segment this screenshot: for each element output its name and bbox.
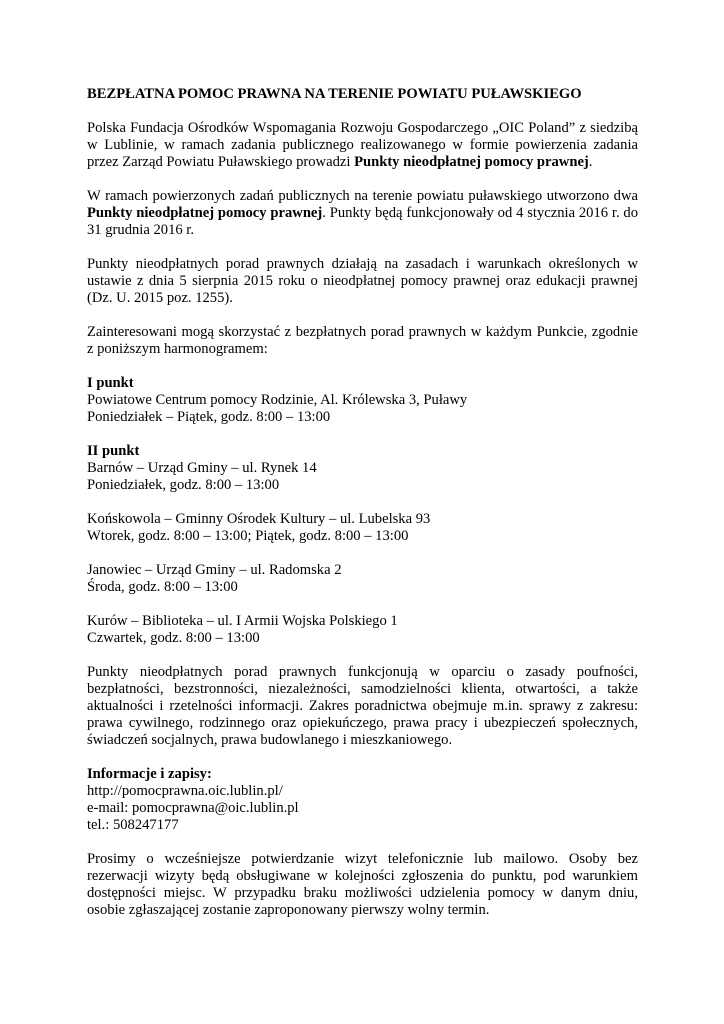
document-title: BEZPŁATNA POMOC PRAWNA NA TERENIE POWIATU PUŁAWSKIEGO xyxy=(87,86,582,102)
point-2-place-janowiec xyxy=(87,562,638,596)
point-1-hours: Poniedziałek – Piątek, godz. 8:00 – 13:00 xyxy=(87,409,331,425)
point-2-hours-janowiec: Środa, godz. 8:00 – 13:00 xyxy=(87,579,238,595)
point-2-location-kurow: Kurów – Biblioteka – ul. I Armii Wojska Polskiego 1 xyxy=(87,613,398,629)
point-2-label: II punkt xyxy=(87,443,140,459)
intro-end: . xyxy=(588,154,593,170)
intro-text: Polska Fundacja Ośrodków Wspomagania Rozwoju Gospodarczego „OIC Poland” z siedzibą w Lublinie, w ramach zadania publicznego realizowanego w formie powierzenia zadania przez Zarząd Powiatu Puławskiego prowadzi xyxy=(87,120,638,170)
tasks-paragraph xyxy=(87,188,638,239)
point-2-location-konskowola: Końskowola – Gminny Ośrodek Kultury – ul. Lubelska 93 xyxy=(87,511,431,527)
point-2-hours-kurow: Czwartek, godz. 8:00 – 13:00 xyxy=(87,630,260,646)
contact-info-block xyxy=(87,766,638,834)
point-2-hours-konskowola: Wtorek, godz. 8:00 – 13:00; Piątek, godz. 8:00 – 13:00 xyxy=(87,528,409,544)
document-page xyxy=(87,86,638,936)
point-2-place-konskowola xyxy=(87,511,638,545)
point-2-place-kurow xyxy=(87,613,638,647)
booking-paragraph: Prosimy o wcześniejsze potwierdzanie wizyt telefonicznie lub mailowo. Osoby bez rezerwacji wizyty będą obsługiwane w kolejności zgłoszenia do punktu, pod warunkiem dostępności miejsc. W przypadku braku możliwości udzielenia pomocy w danym dniu, osobie zgłaszającej zostanie zaproponowany pierwszy wolny termin. xyxy=(87,851,638,918)
point-1-location: Powiatowe Centrum pomocy Rodzinie, Al. Królewska 3, Puławy xyxy=(87,392,468,408)
schedule-intro-paragraph: Zainteresowani mogą skorzystać z bezpłatnych porad prawnych w każdym Punkcie, zgodnie z poniższym harmonogramem: xyxy=(87,324,638,357)
intro-bold-text: Punkty nieodpłatnej pomocy prawnej xyxy=(354,154,589,170)
tasks-bold-text: Punkty nieodpłatnej pomocy prawnej xyxy=(87,205,323,221)
contact-url[interactable]: http://pomocprawna.oic.lublin.pl/ xyxy=(87,783,283,799)
point-1-label: I punkt xyxy=(87,375,134,391)
contact-phone: tel.: 508247177 xyxy=(87,817,179,833)
contact-email[interactable]: e-mail: pomocprawna@oic.lublin.pl xyxy=(87,800,299,816)
point-2-block xyxy=(87,443,638,494)
tasks-end: . Punkty będą funkcjonowały od 4 stycznia 2016 r. do 31 grudnia 2016 r. xyxy=(87,205,639,238)
legal-basis-paragraph: Punkty nieodpłatnych porad prawnych działają na zasadach i warunkach określonych w ustawie z dnia 5 sierpnia 2015 roku o nieodpłatnej pomocy prawnej oraz edukacji prawnej (Dz. U. 2015 poz. 1255). xyxy=(87,256,638,306)
point-2-location-janowiec: Janowiec – Urząd Gminy – ul. Radomska 2 xyxy=(87,562,342,578)
point-2-location-barnow: Barnów – Urząd Gminy – ul. Rynek 14 xyxy=(87,460,317,476)
point-1-block xyxy=(87,375,638,426)
tasks-text: W ramach powierzonych zadań publicznych na terenie powiatu puławskiego utworzono dwa xyxy=(87,188,638,204)
principles-paragraph: Punkty nieodpłatnych porad prawnych funkcjonują w oparciu o zasady poufności, bezpłatności, bezstronności, niezależności, samodzielności klienta, otwartości, a także aktualności i rzetelności informacji. Zakres poradnictwa obejmuje m.in. sprawy z zakresu: prawa cywilnego, rodzinnego oraz opiekuńczego, prawa pracy i ubezpieczeń społecznych, świadczeń socjalnych, prawa budowlanego i mieszkaniowego. xyxy=(87,664,638,748)
intro-paragraph xyxy=(87,120,638,171)
contact-info-label: Informacje i zapisy: xyxy=(87,766,212,782)
point-2-hours-barnow: Poniedziałek, godz. 8:00 – 13:00 xyxy=(87,477,280,493)
